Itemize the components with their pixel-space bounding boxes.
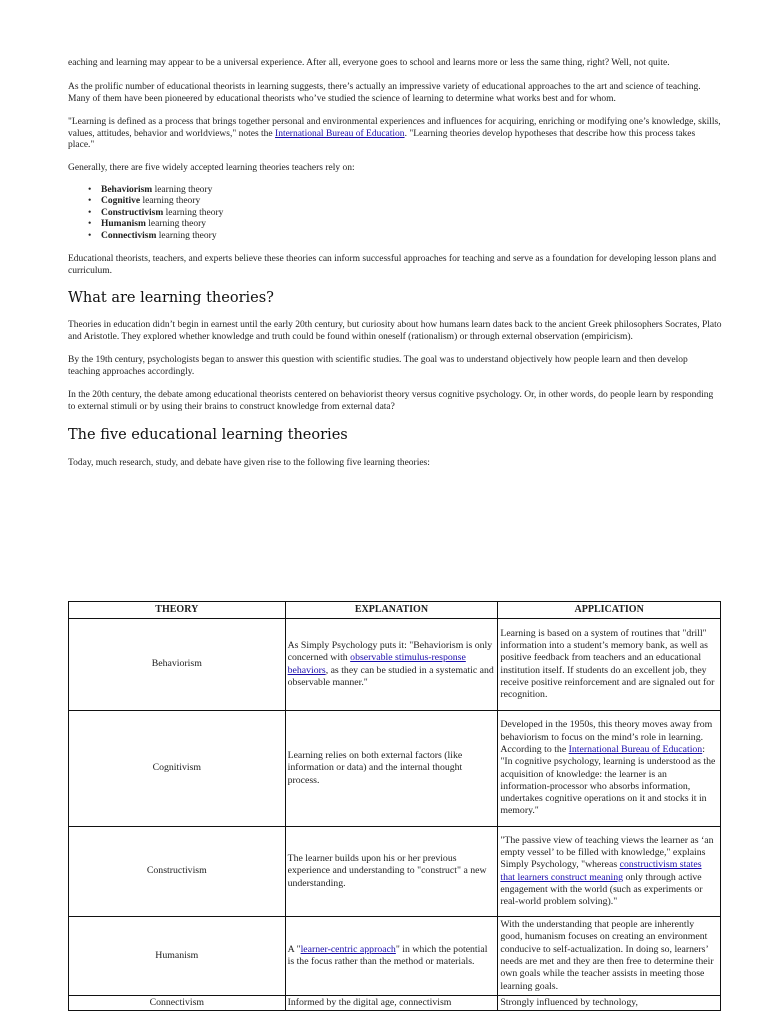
application-cell: With the understanding that people are inherently good, humanism focuses on creating an environment conducive to self-actualization. In doing so, learners’ needs are met and they are then free to determine their own goals while the teacher assists in meeting those learning goals.: [498, 917, 721, 996]
section1-paragraph-3: In the 20th century, the debate among educational theorists centered on behaviorist theory versus cognitive psychology. Or, in other words, do people learn by responding to external stimuli or by using their brains to construct knowledge from external data?: [68, 390, 714, 412]
bullet-item: • Humanism learning theory: [88, 219, 223, 230]
application-cell: Learning is based on a system of routines that "drill" information into a student’s memory bank, as well as positive feedback from teachers and an educational institution itself. If students do an excellent job, they receive positive reinforcement and are signaled out for recognition.: [498, 619, 721, 711]
explanation-cell: Informed by the digital age, connectivism: [285, 996, 498, 1011]
table-row: [69, 917, 721, 996]
table-header-row: [69, 602, 721, 619]
intro-paragraph-4: Generally, there are five widely accepted learning theories teachers rely on:: [68, 163, 355, 173]
bullet-item: • Connectivism learning theory: [88, 231, 223, 242]
application-cell: "The passive view of teaching views the learner as ‘an empty vessel’ to be filled with knowledge," explains Simply Psychology, "whereas constructivism states that learners construct meaning only through active engagement with the world (such as experiments or real-world problem solving).": [498, 827, 721, 917]
bullet-item: • Behaviorism learning theory: [88, 185, 223, 196]
theory-cell: Behaviorism: [69, 619, 286, 711]
application-cell: Strongly influenced by technology,: [498, 996, 721, 1011]
intro-quote-start: "Learning is defined as a process that brings together personal and environmental experiences and influences for acquiring, enriching or modifying one’s knowledge, skills, values, attitudes, behavior and worldviews," notes the: [68, 117, 721, 139]
section1-paragraph-2: By the 19th century, psychologists began to answer this question with scientific studies. The goal was to understand objectively how people learn and then develop teaching approaches accordingly.: [68, 355, 688, 377]
intro-quote-end: . "Learning theories develop hypotheses that describe how this process takes place.": [68, 128, 696, 150]
application-cell: Developed in the 1950s, this theory moves away from behaviorism to focus on the mind’s role in learning. According to the International Bureau of Education: "In cognitive psychology, learning is understood as the acquisition of knowledge: the learner is an information-processor who absorbs information, undertakes cognitive operations on it and stocks it in memory.": [498, 711, 721, 827]
table-row: [69, 996, 721, 1011]
table-row: [69, 711, 721, 827]
explanation-cell: The learner builds upon his or her previous experience and understanding to "construct" a new understanding.: [285, 827, 498, 917]
intro-paragraph-5: Educational theorists, teachers, and experts believe these theories can inform successful approaches for teaching and serve as a foundation for developing lesson plans and curriculum.: [68, 254, 717, 276]
theory-cell: Connectivism: [69, 996, 286, 1011]
bullet-item: • Cognitive learning theory: [88, 196, 223, 207]
section1-paragraph-1: Theories in education didn’t begin in earnest until the early 20th century, but curiosity about how humans learn dates back to the ancient Greek philosophers Socrates, Plato and Aristotle. They explored whether knowledge and truth could be found within oneself (rationalism) or through external observation (empiricism).: [68, 320, 722, 342]
table-row: [69, 619, 721, 711]
header-explanation: EXPLANATION: [285, 602, 498, 619]
intro-paragraph-3: [68, 117, 722, 152]
theory-cell: Humanism: [69, 917, 286, 996]
table-row: [69, 827, 721, 917]
learner-centric-link[interactable]: learner-centric approach: [300, 943, 396, 955]
theory-cell: Cognitivism: [69, 711, 286, 827]
section-heading-learning-theories: What are learning theories?: [68, 290, 274, 306]
explanation-cell: As Simply Psychology puts it: "Behaviorism is only concerned with observable stimulus-response behaviors, as they can be studied in a systematic and observable manner.": [285, 619, 498, 711]
constructivism-meaning-link[interactable]: constructivism states that learners construct meaning: [500, 859, 702, 883]
theory-cell: Constructivism: [69, 827, 286, 917]
section2-paragraph-1: Today, much research, study, and debate have given rise to the following five learning theories:: [68, 458, 430, 468]
learning-theories-table: [68, 601, 721, 1011]
international-bureau-table-link[interactable]: International Bureau of Education: [568, 743, 703, 755]
bullet-item: • Constructivism learning theory: [88, 208, 223, 219]
stimulus-response-link[interactable]: observable stimulus-response behaviors: [287, 652, 466, 676]
section-heading-five-theories: The five educational learning theories: [68, 427, 348, 443]
explanation-cell: Learning relies on both external factors (like information or data) and the internal thought process.: [285, 711, 498, 827]
header-application: APPLICATION: [498, 602, 721, 619]
theories-bullet-list: [88, 185, 223, 242]
intro-paragraph-2: As the prolific number of educational theorists in learning suggests, there’s actually an impressive variety of educational approaches to the art and science of teaching. Many of them have been pioneered by educational theorists who’ve studied the science of learning to determine what works best and for whom.: [68, 82, 701, 104]
header-theory: THEORY: [69, 602, 286, 619]
intro-paragraph-1: eaching and learning may appear to be a universal experience. After all, everyone goes to school and learns more or less the same thing, right? Well, not quite.: [68, 58, 670, 68]
explanation-cell: A "learner-centric approach" in which the potential is the focus rather than the method or materials.: [285, 917, 498, 996]
international-bureau-link[interactable]: International Bureau of Education: [275, 128, 405, 139]
